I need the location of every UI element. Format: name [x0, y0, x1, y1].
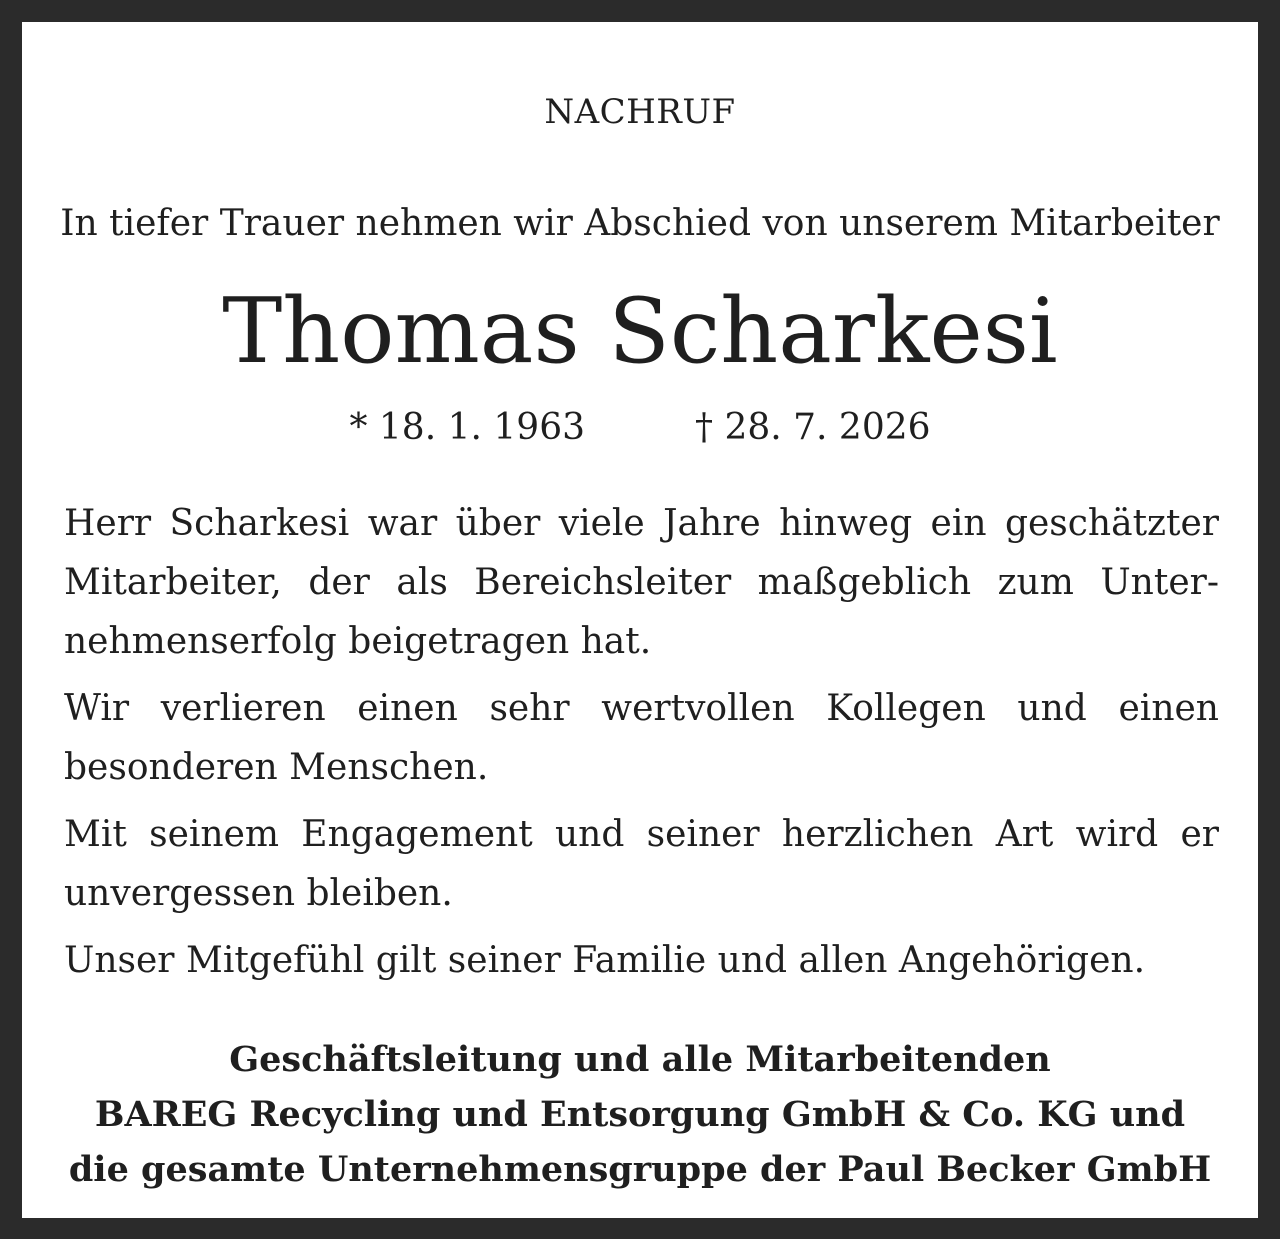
signature-line: BAREG Recycling und Entsorgung GmbH & Co. KG und: [94, 1094, 1186, 1135]
paragraph-loss: Wir verlieren einen sehr wertvollen Kollegen und einen besonderen Menschen.: [64, 688, 1219, 788]
life-dates: [22, 407, 1258, 448]
death-date: † 28. 7. 2026: [695, 407, 931, 448]
signature-line: die gesamte Unternehmensgruppe der Paul Becker GmbH: [68, 1149, 1212, 1190]
obituary-text: [64, 494, 1219, 998]
paragraph-condolence: Unser Mitgefühl gilt seiner Familie und allen Angehörigen.: [64, 940, 1146, 981]
notice-heading: NACHRUF: [544, 92, 736, 132]
paragraph-remembrance: Mit seinem Engagement und seiner herzlichen Art wird er unvergessen bleiben.: [64, 814, 1219, 914]
signature-block: [22, 1032, 1258, 1197]
intro-line: In tiefer Trauer nehmen wir Abschied von unserem Mitarbeiter: [60, 203, 1220, 244]
paragraph-tribute: Herr Scharkesi war über viele Jahre hinweg ein geschätzter Mitarbeiter, der als Bereichsleiter maßgeblich zum Unter-nehmenserfolg beigetragen hat.: [64, 503, 1219, 662]
obituary-notice: [22, 22, 1258, 1218]
birth-date: * 18. 1. 1963: [349, 407, 585, 448]
deceased-name: Thomas Scharkesi: [222, 279, 1058, 384]
signature-line: Geschäftsleitung und alle Mitarbeitenden: [229, 1039, 1051, 1080]
